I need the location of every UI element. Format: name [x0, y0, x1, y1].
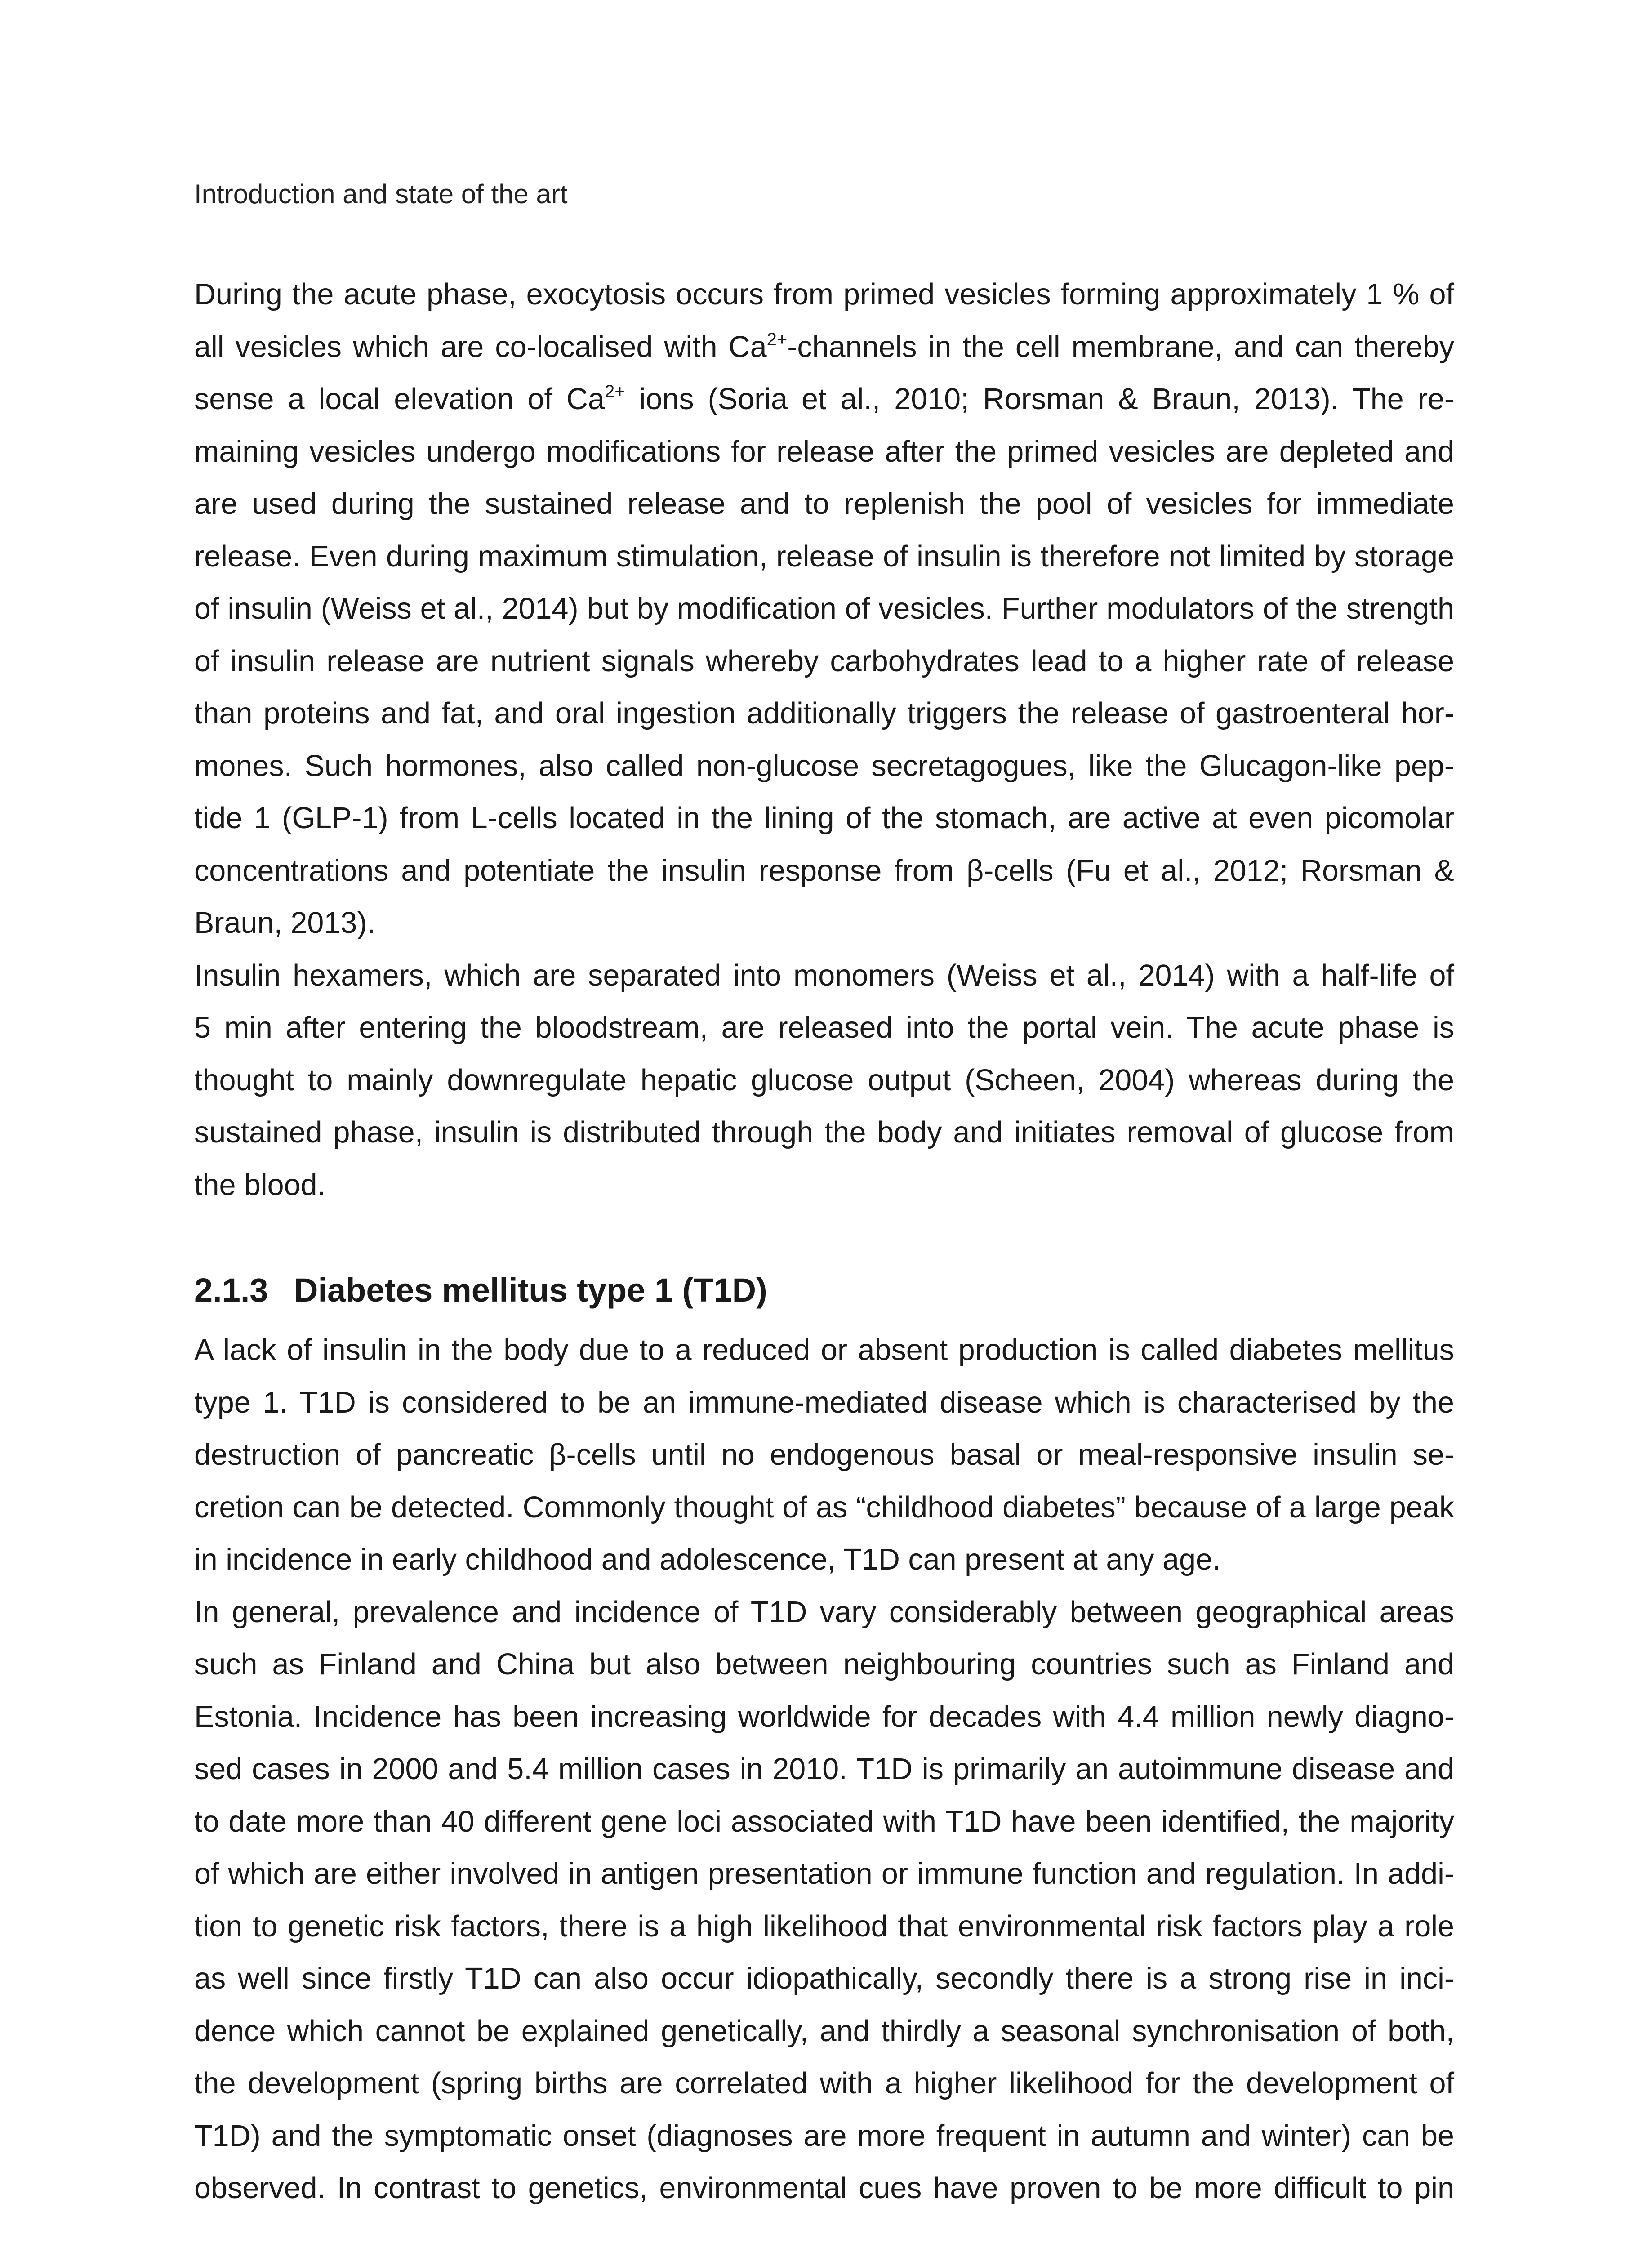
text-line: maining vesicles undergo modifications for release after the primed vesicles are depleted and — [194, 435, 1454, 468]
running-header: Introduction and state of the art — [194, 179, 568, 209]
text-line: such as Finland and China but also between neighbouring countries such as Finland and — [194, 1648, 1454, 1681]
text-line: 5 min after entering the bloodstream, are released into the portal vein. The acute phase is — [194, 1011, 1454, 1044]
text-line: tion to genetic risk factors, there is a high likelihood that environmental risk factors play a role — [194, 1909, 1454, 1943]
text-line: release. Even during maximum stimulation, release of insulin is therefore not limited by storage — [194, 540, 1454, 573]
text-line: Braun, 2013). — [194, 906, 375, 940]
superscript: 2+ — [766, 329, 788, 349]
text-line: in incidence in early childhood and adolescence, T1D can present at any age. — [194, 1543, 1221, 1576]
text-line: the development (spring births are correlated with a higher likelihood for the development of — [194, 2067, 1454, 2100]
text-line: type 1. T1D is considered to be an immune-mediated disease which is characterised by the — [194, 1386, 1454, 1419]
text-line: concentrations and potentiate the insulin response from β-cells (Fu et al., 2012; Rorsman & — [194, 854, 1454, 888]
text-line: of insulin (Weiss et al., 2014) but by modification of vesicles. Further modulators of the strength — [194, 592, 1454, 625]
text-line: Estonia. Incidence has been increasing worldwide for decades with 4.4 million newly diagno- — [194, 1700, 1454, 1734]
text-line: Insulin hexamers, which are separated into monomers (Weiss et al., 2014) with a half-life of — [194, 959, 1454, 992]
text-line: During the acute phase, exocytosis occurs from primed vesicles forming approximately 1 % of — [194, 278, 1454, 311]
text-line: are used during the sustained release and to replenish the pool of vesicles for immediate — [194, 487, 1454, 521]
body-text-block-lower — [194, 1324, 1454, 2215]
text-line: In general, prevalence and incidence of T1D vary considerably between geographical areas — [194, 1595, 1454, 1629]
text-line: of insulin release are nutrient signals whereby carbohydrates lead to a higher rate of release — [194, 644, 1454, 678]
text-line: thought to mainly downregulate hepatic glucose output (Scheen, 2004) whereas during the — [194, 1063, 1454, 1097]
text-line: all vesicles which are co-localised with $Ca^{2+}$-channels in the cell membrane, and can thereby — [194, 329, 1454, 364]
text-line: the blood. — [194, 1168, 326, 1202]
text-line: destruction of pancreatic β-cells until no endogenous basal or meal-responsive insulin se- — [194, 1438, 1454, 1472]
text-line: tide 1 (GLP-1) from L-cells located in the lining of the stomach, are active at even picomolar — [194, 802, 1454, 835]
text-line: sed cases in 2000 and 5.4 million cases in 2010. T1D is primarily an autoimmune disease and — [194, 1753, 1454, 1786]
superscript: 2+ — [604, 382, 625, 401]
section-title: Diabetes mellitus type 1 (T1D) — [294, 1271, 767, 1309]
text-line: to date more than 40 different gene loci associated with T1D have been identified, the majority — [194, 1805, 1454, 1838]
body-text-block-upper — [194, 268, 1454, 1211]
text-line: T1D) and the symptomatic onset (diagnoses are more frequent in autumn and winter) can be — [194, 2119, 1454, 2153]
paragraph-t1d-definition — [194, 1324, 1454, 1586]
text-line: as well since firstly T1D can also occur idiopathically, secondly there is a strong rise in inci- — [194, 1962, 1454, 1995]
text-line: sense a local elevation of $Ca^{2+}$ ions (Soria et al., 2010; Rorsman & Braun, 2013). The re- — [194, 382, 1455, 416]
paragraph-insulin-hexamers — [194, 950, 1454, 1212]
text-line: dence which cannot be explained genetically, and thirdly a seasonal synchronisation of both, — [194, 2014, 1454, 2048]
text-line: A lack of insulin in the body due to a reduced or absent production is called diabetes mellitus — [194, 1334, 1454, 1367]
section-heading — [194, 1268, 767, 1313]
text-line: of which are either involved in antigen presentation or immune function and regulation. In addi- — [194, 1857, 1454, 1891]
section-number: 2.1.3 — [194, 1271, 268, 1309]
text-line: mones. Such hormones, also called non-glucose secretagogues, like the Glucagon-like pep- — [194, 749, 1454, 783]
paragraph-acute-phase — [194, 268, 1454, 950]
text-line: observed. In contrast to genetics, environmental cues have proven to be more difficult to pin — [194, 2172, 1454, 2205]
paragraph-prevalence — [194, 1586, 1454, 2215]
text-line: cretion can be detected. Commonly thought of as “childhood diabetes” because of a large peak — [194, 1490, 1454, 1524]
text-line: sustained phase, insulin is distributed through the body and initiates removal of glucose from — [194, 1116, 1454, 1149]
text-line: than proteins and fat, and oral ingestion additionally triggers the release of gastroenteral hor- — [194, 697, 1454, 730]
